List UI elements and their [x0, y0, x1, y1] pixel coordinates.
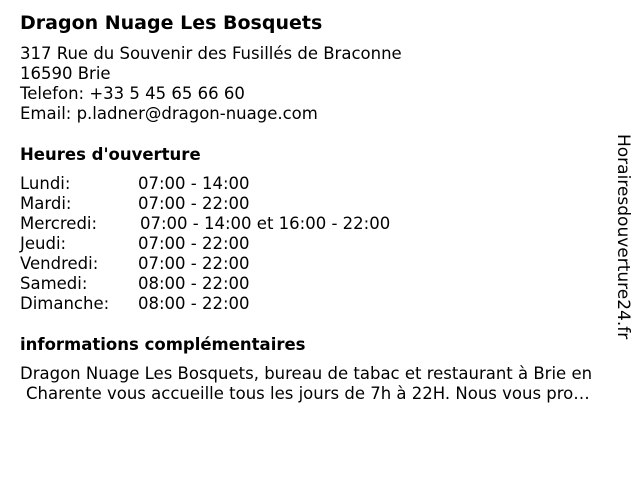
- phone-number: Telefon: +33 5 45 65 66 60: [20, 84, 245, 103]
- additional-info-title: informations complémentaires: [20, 335, 306, 354]
- time-range: 08:00 - 22:00: [138, 294, 250, 313]
- additional-info-text: [20, 364, 622, 404]
- day-label: Jeudi:: [20, 234, 67, 253]
- postal-city: 16590 Brie: [20, 64, 111, 83]
- business-name: Dragon Nuage Les Bosquets: [20, 12, 323, 34]
- day-label: Vendredi:: [20, 254, 99, 273]
- time-range: 07:00 - 14:00: [138, 174, 250, 193]
- info-line: Charente vous accueille tous les jours de 7h à 22H. Nous vous pro…: [26, 384, 590, 403]
- info-line: Dragon Nuage Les Bosquets, bureau de tabac et restaurant à Brie en: [20, 364, 593, 383]
- time-range: 07:00 - 22:00: [138, 254, 250, 273]
- day-label: Mercredi:: [20, 214, 98, 233]
- street-address: 317 Rue du Souvenir des Fusillés de Braconne: [20, 44, 402, 63]
- day-label: Samedi:: [20, 274, 88, 293]
- time-range: 07:00 - 22:00: [138, 194, 250, 213]
- site-watermark: [612, 134, 634, 344]
- day-label: Dimanche:: [20, 294, 110, 313]
- day-label: Mardi:: [20, 194, 72, 213]
- watermark-text: Horairesdouverture24.fr: [613, 134, 633, 340]
- time-range: 07:00 - 14:00 et 16:00 - 22:00: [140, 214, 391, 233]
- day-label: Lundi:: [20, 174, 71, 193]
- time-range: 07:00 - 22:00: [138, 234, 250, 253]
- time-range: 08:00 - 22:00: [138, 274, 250, 293]
- email-address: Email: p.ladner@dragon-nuage.com: [20, 104, 318, 123]
- address-block: [20, 44, 402, 124]
- opening-hours-title: Heures d'ouverture: [20, 145, 201, 164]
